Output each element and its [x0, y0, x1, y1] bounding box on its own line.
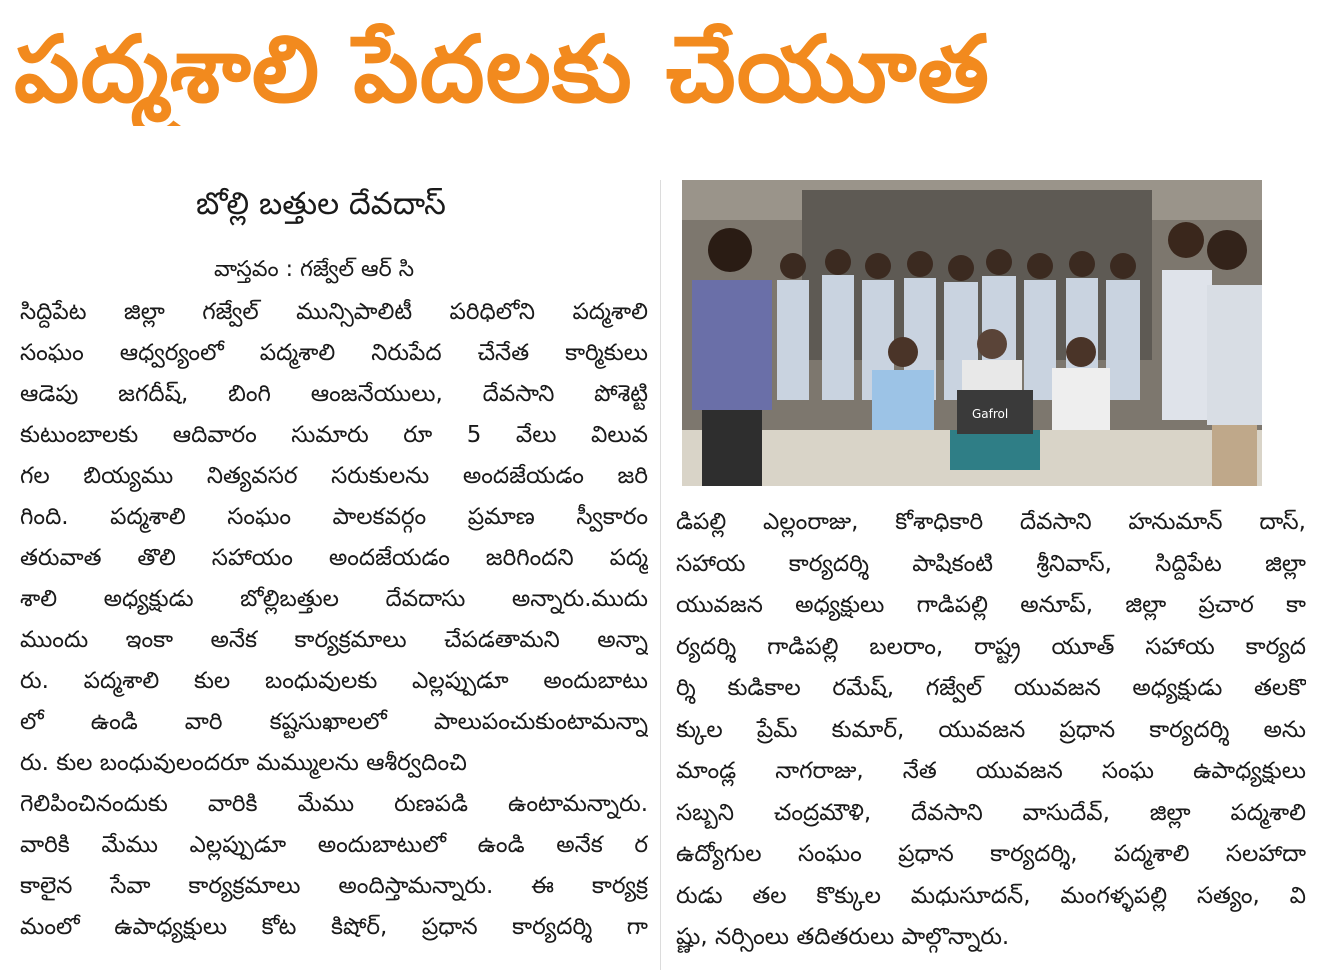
article-line: సబ్బని చంద్రమౌళి, దేవసాని వాసుదేవ్, జిల్లా పద్మశాలి	[676, 799, 1306, 826]
article-line: సిద్దిపేట జిల్లా గజ్వేల్ మున్సిపాలిటీ పరిధిలోని పద్మశాలి	[20, 299, 648, 325]
article-line: మంలో ఉపాధ్యక్షులు కోట కిషోర్, ప్రధాన కార్యదర్శి గా	[20, 914, 648, 940]
article-line: మాండ్ల నాగరాజు, నేత యువజన సంఘ ఉపాధ్యక్షులు	[676, 758, 1306, 784]
author-byline: బోల్లి బత్తుల దేవదాస్	[196, 186, 446, 222]
article-line: గెలిపించినందుకు వారికి మేము రుణపడి ఉంటామన్నారు.	[20, 791, 648, 817]
article-column-right	[676, 502, 1306, 968]
article-line: లో ఉండి వారి కష్టసుఖాలలో పాలుపంచుకుంటామన్నా	[20, 709, 648, 735]
article-line: ష్ణు, నర్సింలు తదితరులు పాల్గొన్నారు.	[676, 924, 1010, 950]
article-line: యువజన అధ్యక్షులు గాడిపల్లి అనూప్, జిల్లా ప్రచార కా	[676, 592, 1306, 618]
article-line: గల బియ్యము నిత్యవసర సరుకులను అందజేయడం జరి	[20, 463, 648, 489]
article-line: సంఘం ఆధ్వర్యంలో పద్మశాలి నిరుపేద చేనేత కార్మికులు	[20, 340, 648, 366]
article-line: ముందు ఇంకా అనేక కార్యక్రమాలు చేపడతామని అన్నా	[20, 627, 648, 653]
article-column-left	[20, 292, 648, 966]
article-line: రు. కుల బంధువులందరూ మమ్ములను ఆశీర్వదించి	[20, 750, 467, 776]
article-line: రు. పద్మశాలి కుల బంధువులకు ఎల్లప్పుడూ అందుబాటు	[20, 668, 648, 694]
article-line: ర్శి కుడికాల రమేష్, గజ్వేల్ యువజన అధ్యక్షుడు తలకొ	[676, 675, 1306, 701]
bag-label: Gafrol	[972, 407, 1009, 421]
article-line: కుటుంబాలకు ఆదివారం సుమారు రూ 5 వేలు విలువ	[20, 422, 648, 448]
article-line: శాలి అధ్యక్షుడు బోల్లిబత్తుల దేవదాసు అన్నారు.ముదు	[20, 586, 648, 612]
column-divider	[660, 180, 661, 970]
article-line: ఉద్యోగుల సంఘం ప్రధాన కార్యదర్శి, పద్మశాలి సలహాదా	[676, 841, 1306, 867]
article-line: కాలైన సేవా కార్యక్రమాలు అందిస్తామన్నారు. ఈ కార్యక్ర	[20, 873, 648, 899]
article-line: సహాయ కార్యదర్శి పాషికంటి శ్రీనివాస్, సిద్దిపేట జిల్లా	[676, 550, 1306, 577]
article-line: డిపల్లి ఎల్లంరాజు, కోశాధికారి దేవసాని హనుమాన్ దాస్,	[676, 509, 1306, 535]
article-line: రుడు తల కొక్కుల మధుసూదన్, మంగళ్ళపల్లి సత్యం, వి	[676, 882, 1306, 909]
article-line: ఆడెపు జగదీష్, బింగి ఆంజనేయులు, దేవసాని పోశెట్టి	[20, 381, 648, 407]
dateline: వాస్తవం : గజ్వేల్ ఆర్ సి	[214, 257, 415, 282]
article-line: క్కుల ప్రేమ్ కుమార్, యువజన ప్రధాన కార్యదర్శి అను	[676, 716, 1306, 743]
group-photo-illustration	[682, 180, 1262, 486]
article-line: తరువాత తొలి సహాయం అందజేయడం జరిగిందని పద్మ	[20, 545, 648, 571]
article-line: గింది. పద్మశాలి సంఘం పాలకవర్గం ప్రమాణ స్వీకారం	[20, 504, 648, 530]
headline: పద్మశాలి పేదలకు చేయూత	[14, 16, 990, 123]
article-line: ర్యదర్శి గాడిపల్లి బలరాం, రాష్ట్ర యూత్ సహాయ కార్యద	[676, 633, 1306, 660]
article-line: వారికి మేము ఎల్లప్పుడూ అందుబాటులో ఉండి అనేక ర	[20, 832, 648, 858]
news-photo	[682, 180, 1262, 486]
